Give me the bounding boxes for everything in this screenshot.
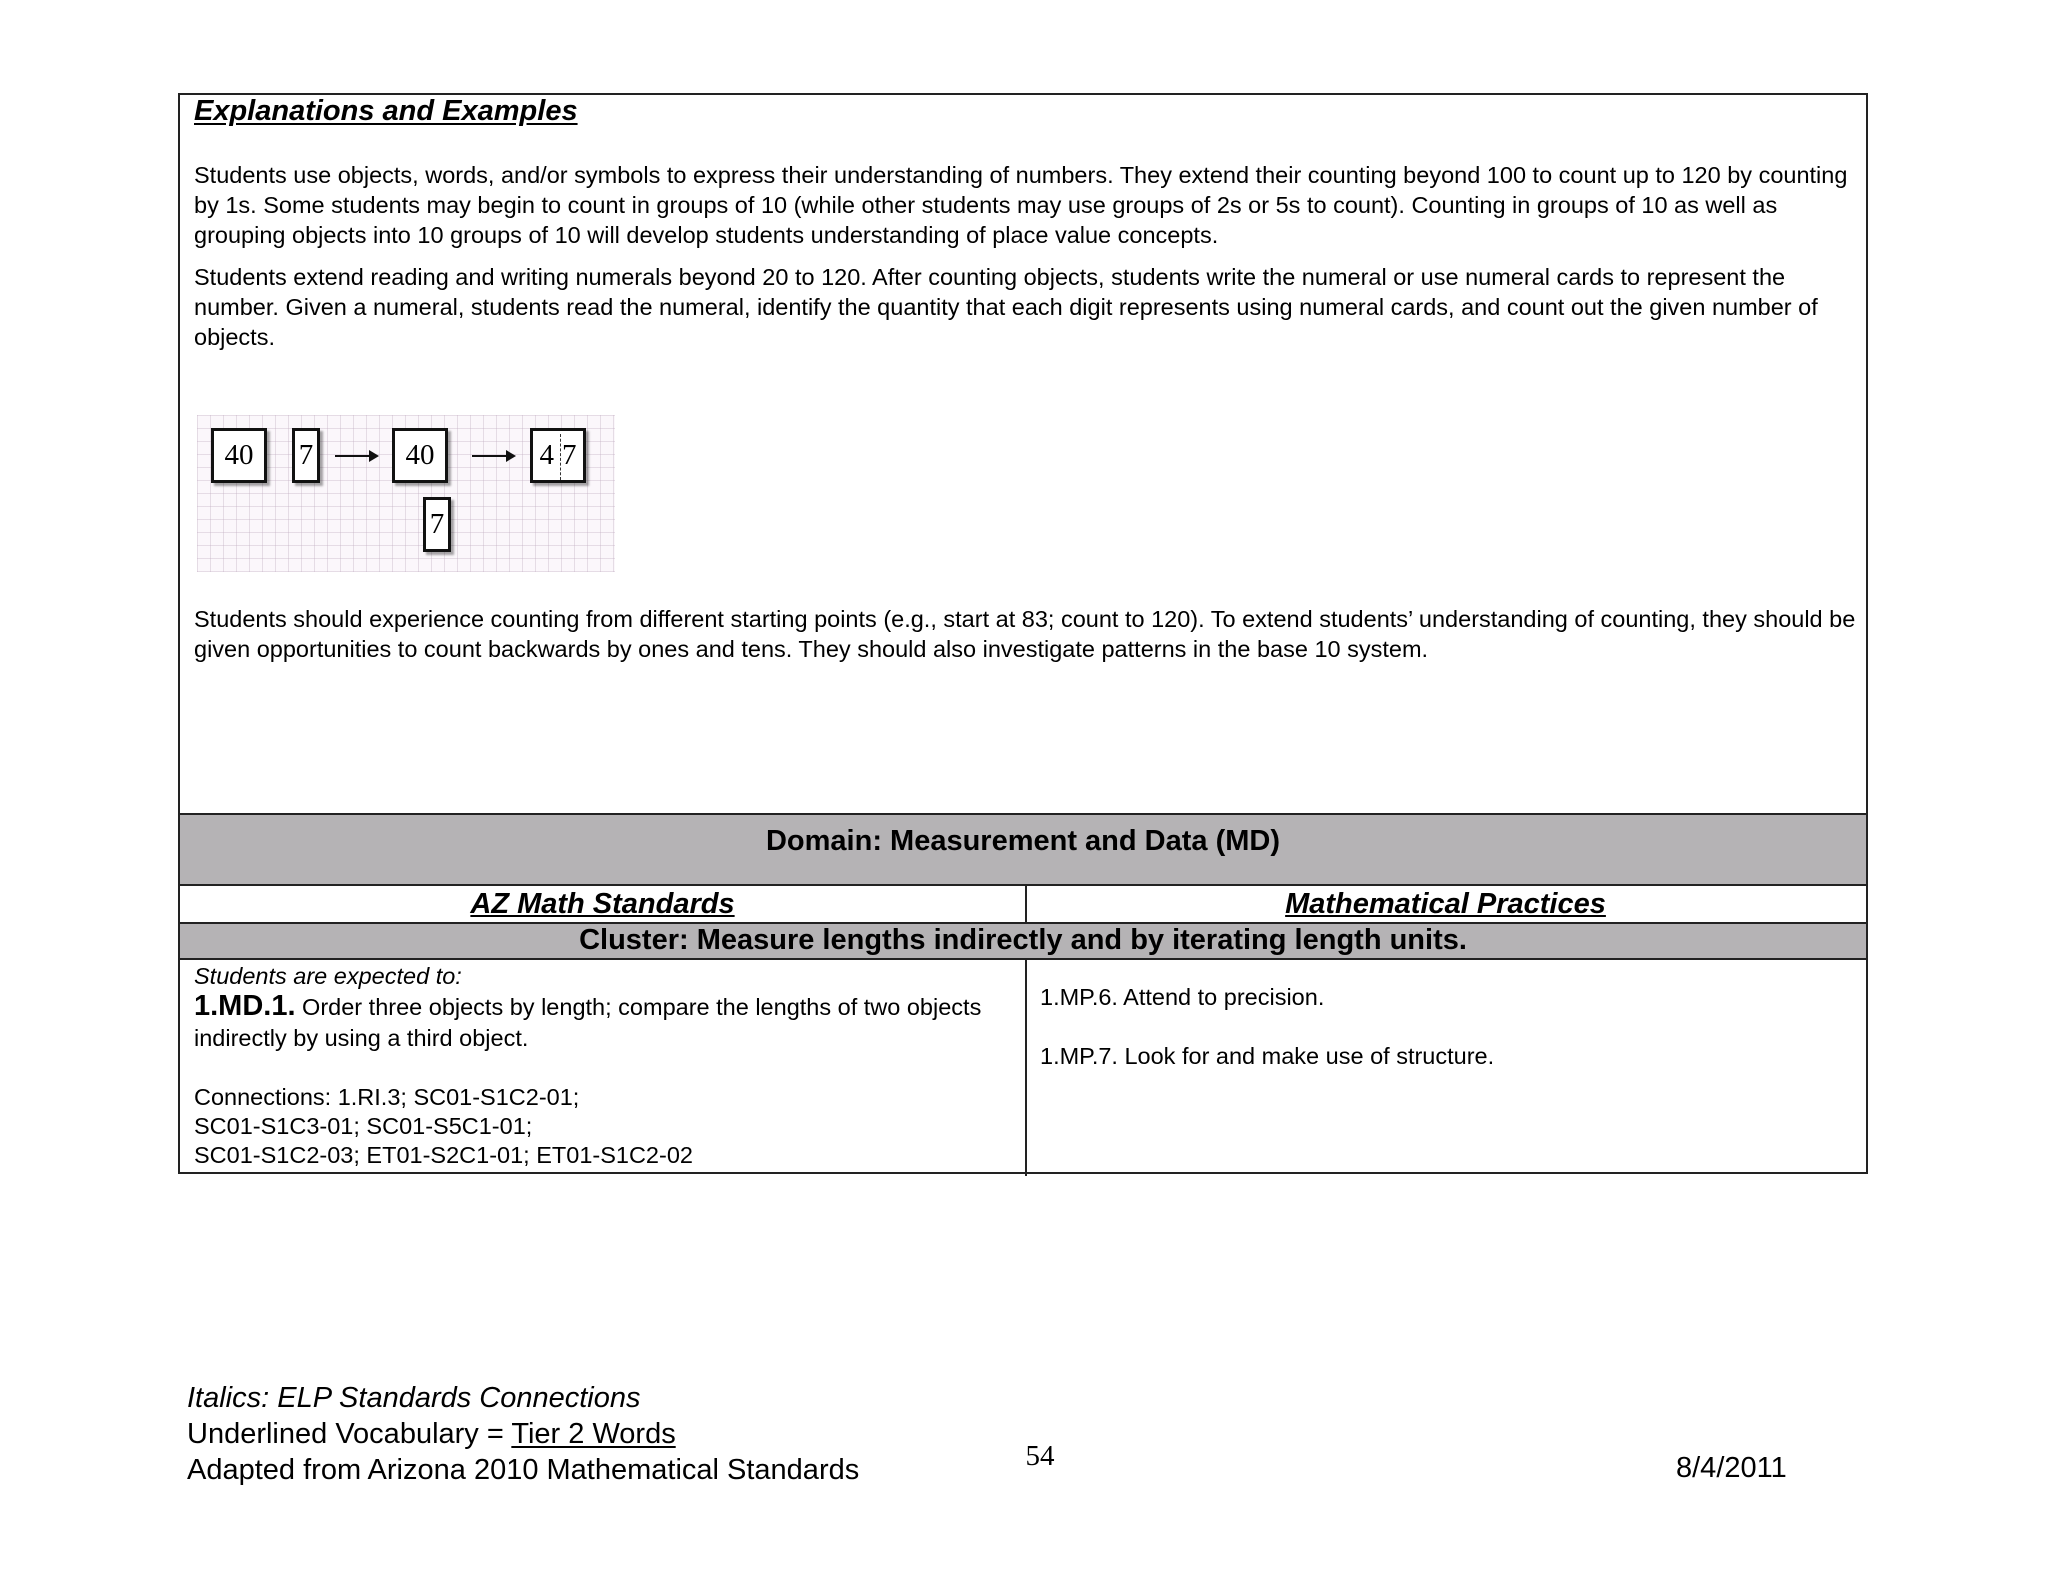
numeral-card-ones-label: 7: [298, 439, 314, 471]
connections-line-2: SC01-S1C3-01; SC01-S5C1-01;: [194, 1113, 533, 1139]
footer-date: 8/4/2011: [1676, 1452, 1787, 1484]
standard-statement: [194, 991, 1014, 1054]
numeral-card-tens-label: 40: [224, 439, 254, 471]
footer-vocabulary-prefix: Underlined Vocabulary =: [187, 1418, 512, 1450]
place-value-figure: [197, 415, 615, 572]
numeral-card-ones: [292, 428, 320, 483]
footer-legend: [187, 1380, 859, 1488]
domain-banner: [180, 813, 1866, 886]
page-number: 54: [1025, 1440, 1055, 1472]
numeral-card-tens-stacked: [392, 428, 448, 483]
connections-line-3: SC01-S1C2-03; ET01-S2C1-01; ET01-S1C2-02: [194, 1142, 693, 1168]
domain-title: Domain: Measurement and Data (MD): [765, 825, 1280, 857]
practices-cell: [1040, 982, 1840, 1100]
numeral-card-tens: [211, 428, 267, 483]
standard-text: Order three objects by length; compare the lengths of two objects indirectly by using a third object.: [194, 994, 982, 1051]
footer-source-note: Adapted from Arizona 2010 Mathematical Standards: [187, 1454, 860, 1486]
footer-italics-note: Italics: ELP Standards Connections: [187, 1382, 641, 1414]
mathematical-practices-header: Mathematical Practices: [1285, 888, 1606, 920]
arrow-right-icon: [472, 455, 514, 457]
footer-tier-2-words: Tier 2 Words: [511, 1418, 676, 1450]
card-fold-line: [560, 434, 561, 480]
numeral-card-ones-stacked: [423, 497, 451, 552]
numeral-card-combined: [530, 428, 586, 483]
footer-vocabulary-note: [187, 1416, 859, 1452]
numeral-card-ones-stacked-label: 7: [429, 508, 445, 540]
standard-cell: [194, 961, 1014, 1170]
column-divider: [1025, 886, 1027, 922]
explanation-paragraph-1: Students use objects, words, and/or symbols to express their understanding of numbers. They extend their counting beyond 100 to count up to 120 by counting by 1s. Some students may begin to count in groups of 10 (while other students may use groups of 2s or 5s to count). Counting in groups of 10 as well as grouping objects into 10 groups of 10 will develop students understanding of place value concepts.: [194, 162, 1848, 248]
standard-code: 1.MD.1.: [194, 990, 296, 1022]
numeral-card-combined-ones-digit: 7: [562, 439, 577, 471]
numeral-card-tens-stacked-label: 40: [405, 439, 435, 471]
cluster-banner: Cluster: Measure lengths indirectly and by iterating length units.: [180, 922, 1866, 960]
arrow-right-icon: [335, 455, 377, 457]
az-math-standards-header: AZ Math Standards: [470, 888, 735, 920]
practice-item: 1.MP.7. Look for and make use of structure.: [1040, 1043, 1495, 1069]
connections: [194, 1083, 1014, 1170]
standards-table: [178, 93, 1868, 1174]
column-header-row: [180, 886, 1866, 922]
column-divider: [1025, 960, 1027, 1176]
explanation-paragraph-3: Students should experience counting from different starting points (e.g., start at 83; count to 120). To extend students’ understanding of counting, they should be given opportunities to count backwards by ones and tens. They should also investigate patterns in the base 10 system.: [194, 606, 1856, 662]
numeral-card-combined-tens-digit: 4: [539, 439, 554, 471]
explanation-paragraph-2: Students extend reading and writing numerals beyond 20 to 120. After counting objects, students write the numeral or use numeral cards to represent the number. Given a numeral, students read the numeral, identify the quantity that each digit represents using numeral cards, and count out the given number of objects.: [194, 264, 1818, 350]
explanations-heading: Explanations and Examples: [194, 95, 578, 127]
practice-item: 1.MP.6. Attend to precision.: [1040, 984, 1325, 1010]
expected-label: Students are expected to:: [194, 963, 462, 989]
connections-line-1: Connections: 1.RI.3; SC01-S1C2-01;: [194, 1084, 580, 1110]
